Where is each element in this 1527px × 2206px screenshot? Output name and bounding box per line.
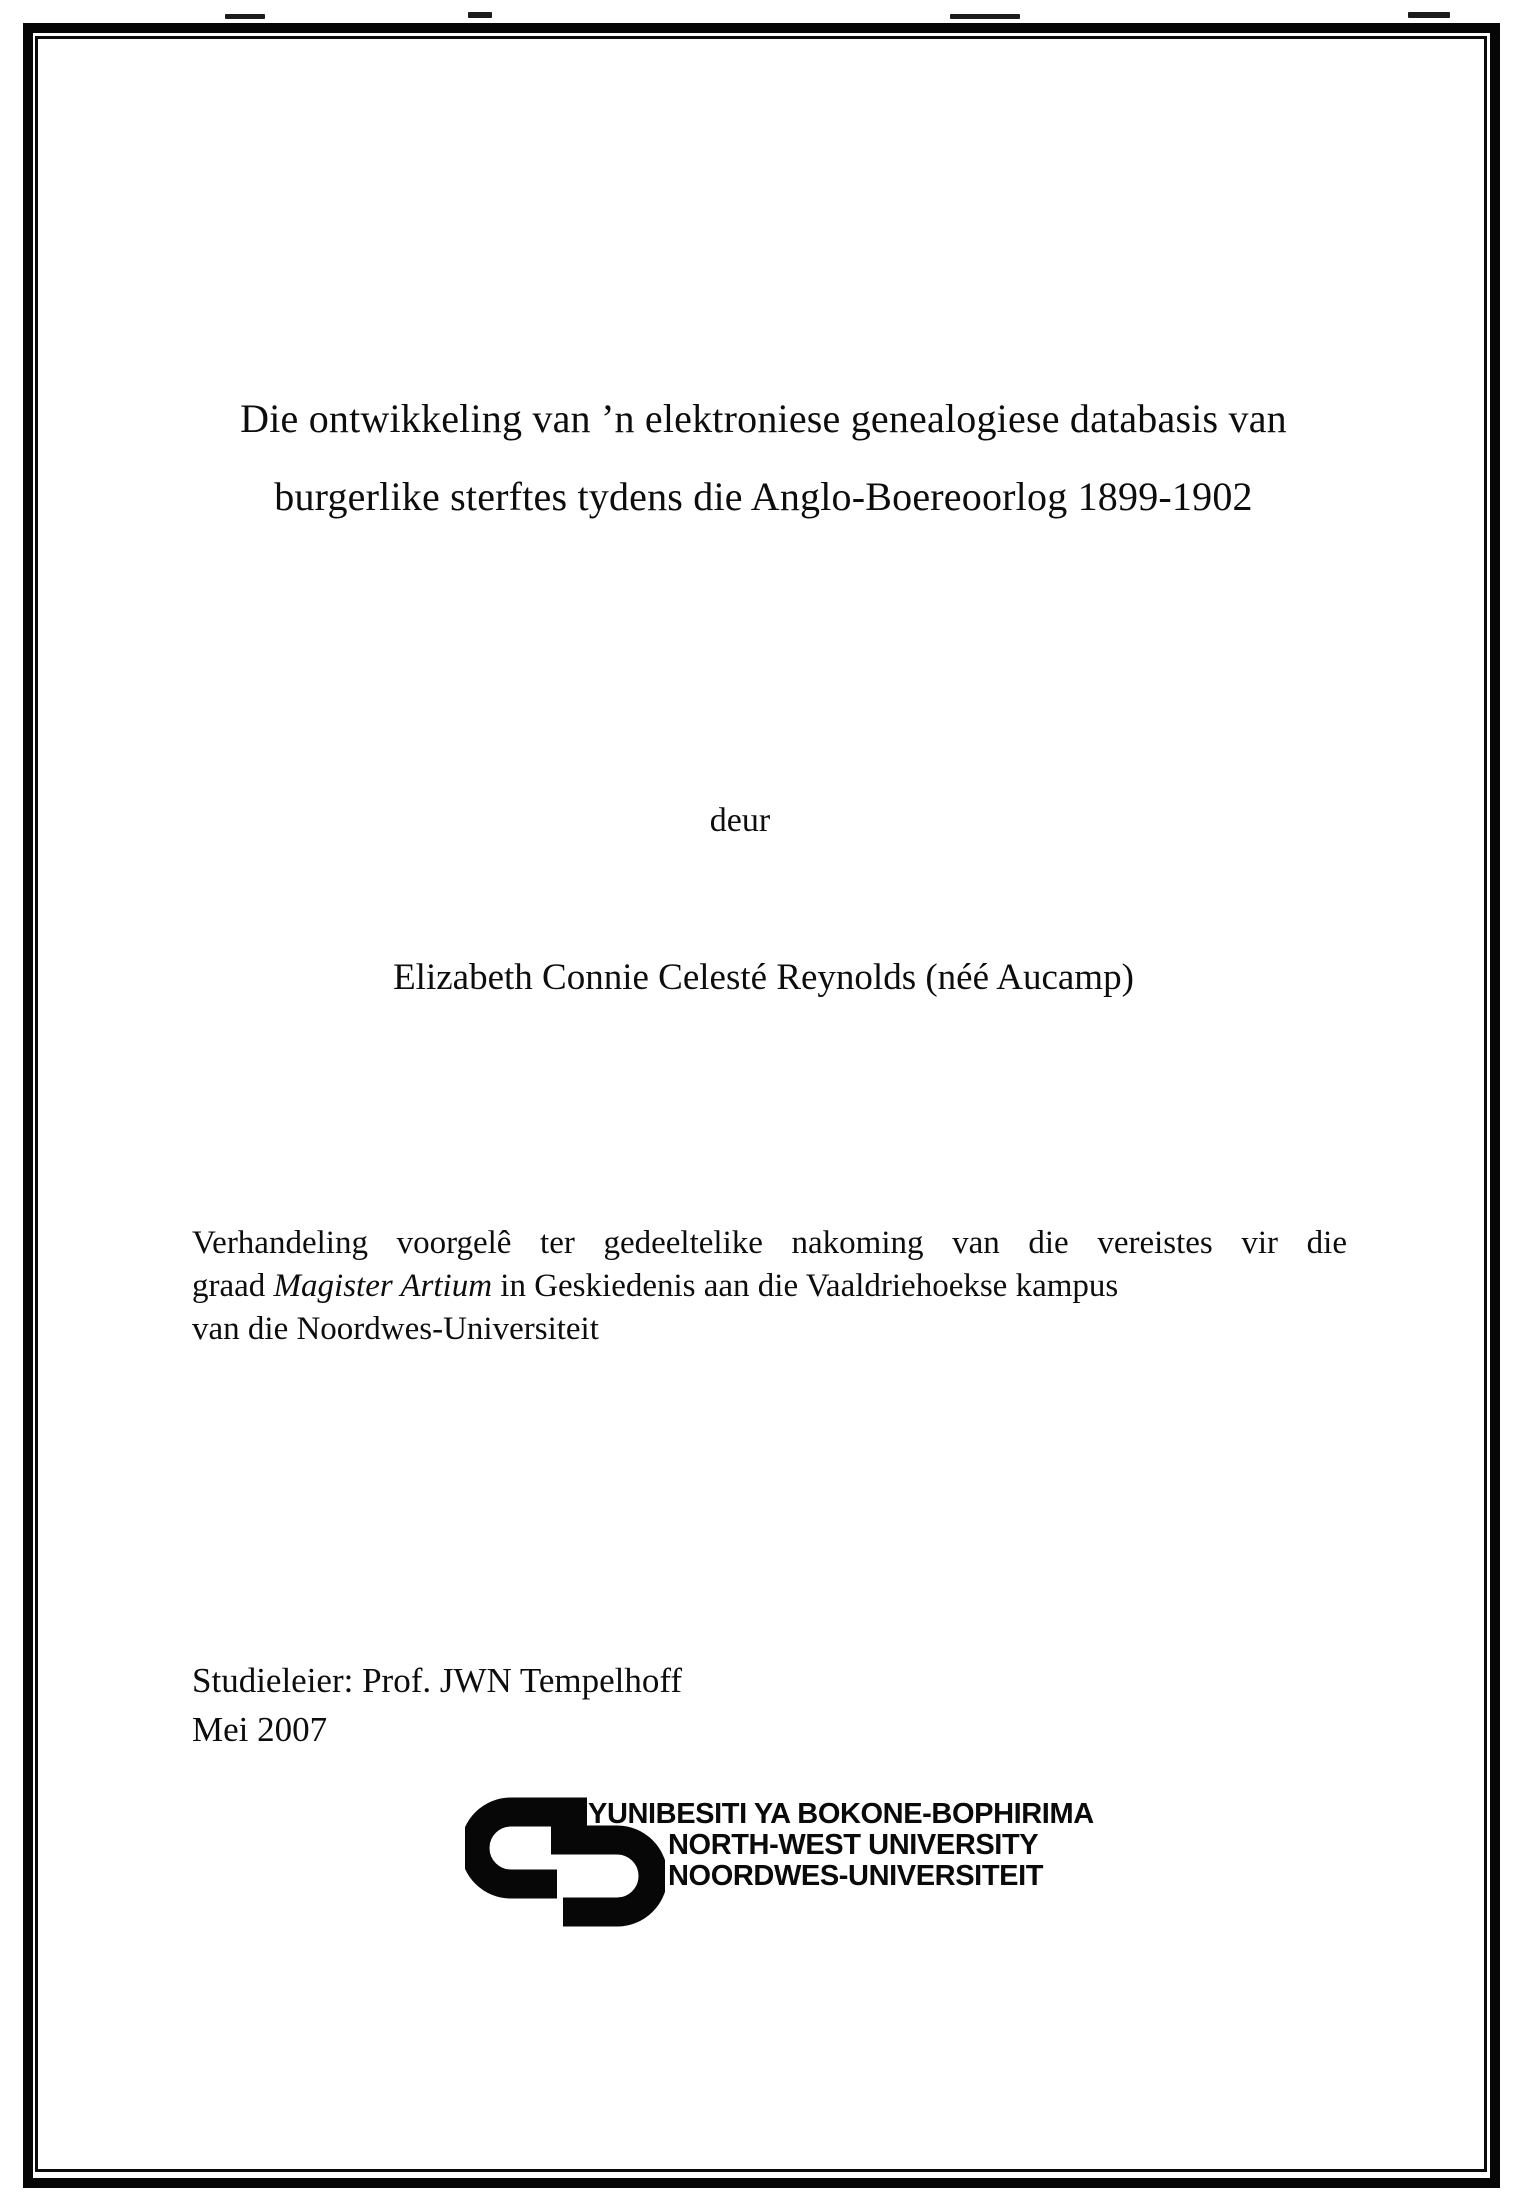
nwu-logo-text (588, 1799, 1094, 1892)
submission-note (192, 1222, 1347, 1351)
date-line: Mei 2007 (192, 1710, 328, 1749)
thesis-title-line-1: Die ontwikkeling van ’n elektroniese genealogiese databasis van (240, 396, 1287, 441)
scan-artifact (950, 14, 1020, 19)
nwu-logo-line-1: YUNIBESITI YA BOKONE-BOPHIRIMA (588, 1798, 1094, 1830)
scan-artifact (468, 12, 492, 18)
thesis-title-line-2: burgerlike sterftes tydens die Anglo-Boereoorlog 1899-1902 (274, 474, 1253, 519)
nwu-logo-line-2: NORTH-WEST UNIVERSITY (668, 1829, 1039, 1861)
author-name: Elizabeth Connie Celesté Reynolds (néé Aucamp) (393, 957, 1134, 998)
submission-note-line-1: Verhandeling voorgelê ter gedeeltelike nakoming van die vereistes vir die (192, 1225, 1347, 1261)
degree-suffix: in Geskiedenis aan die Vaaldriehoekse kampus (492, 1268, 1119, 1304)
degree-name: Magister Artium (273, 1268, 493, 1304)
submission-note-line-2 (192, 1265, 1347, 1308)
supervisor-block (192, 1656, 682, 1754)
supervisor-line: Studieleier: Prof. JWN Tempelhoff (192, 1661, 683, 1700)
scan-artifact (225, 14, 265, 19)
submission-note-line-3: van die Noordwes-Universiteit (192, 1311, 599, 1347)
scan-artifact (1408, 12, 1450, 18)
nwu-logo-line-3: NOORDWES-UNIVERSITEIT (668, 1860, 1044, 1892)
degree-prefix: graad (192, 1268, 274, 1304)
byline: deur (709, 802, 771, 839)
